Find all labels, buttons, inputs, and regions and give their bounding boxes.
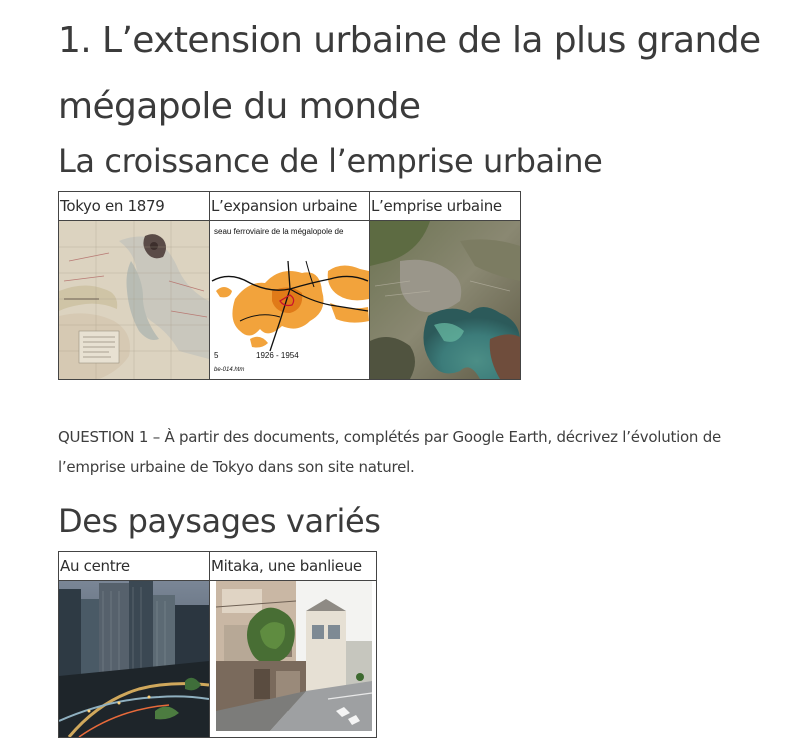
section-title: 1. L’extension urbaine de la plus grande mégapole du monde (58, 20, 761, 127)
expansion-map-period: 1926 - 1954 (256, 351, 299, 360)
city-centre-photo (59, 581, 209, 737)
caption-mitaka: Mitaka, une banlieue (210, 552, 377, 581)
expansion-map-header: seau ferroviaire de la mégalopole de (214, 227, 344, 236)
question-1: QUESTION 1 – À partir des documents, complétés par Google Earth, décrivez l’évolution de l’emprise urbaine de Tokyo dans son site naturel. (58, 428, 721, 476)
cell-satellite (370, 221, 521, 380)
cell-expansion-map (210, 221, 370, 380)
caption-expansion-urbaine: L’expansion urbaine (210, 192, 370, 221)
expansion-map-left-number: 5 (214, 351, 219, 360)
expansion-map-image (210, 221, 369, 379)
caption-tokyo-1879: Tokyo en 1879 (59, 192, 210, 221)
cell-centre-photo (59, 581, 210, 738)
caption-au-centre: Au centre (59, 552, 210, 581)
old-map-1879-image (59, 221, 209, 379)
cell-mitaka-photo (210, 581, 377, 738)
subsection-title-paysages: Des paysages variés (58, 502, 381, 540)
mitaka-suburb-photo (210, 581, 376, 737)
caption-emprise-urbaine: L’emprise urbaine (370, 192, 521, 221)
cell-old-map (59, 221, 210, 380)
documents-table-emprise (58, 191, 521, 380)
satellite-image (370, 221, 520, 379)
expansion-map-file-ref: be-014.htm (214, 367, 245, 373)
subsection-title-croissance: La croissance de l’emprise urbaine (58, 142, 603, 180)
documents-table-paysages (58, 551, 377, 738)
